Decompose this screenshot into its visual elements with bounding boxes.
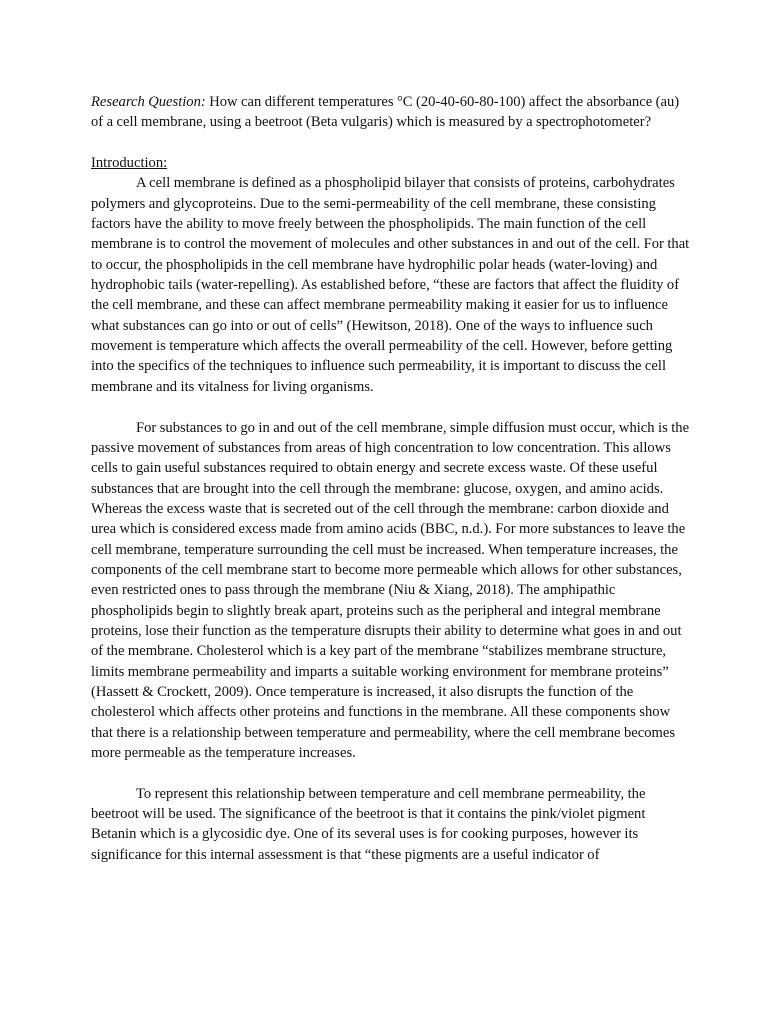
research-question-text: How can different temperatures °C (20-40-60-80-100) affect the absorbance (au) of a cell membrane, using a beetroot (Beta vulgaris) which is measured by a spectrophotometer? [91, 94, 680, 131]
research-question-label: Research Question: [91, 94, 206, 110]
document-page [91, 92, 691, 865]
introduction-heading: Introduction: [91, 155, 168, 172]
paragraph-2: For substances to go in and out of the cell membrane, simple diffusion must occur, which is the passive movement of substances from areas of high concentration to low concentration. This allows cells to gain useful substances required to obtain energy and secrete excess waste. Of these useful substances that are brought into the cell through the membrane: glucose, oxygen, and amino acids. Whereas the excess waste that is secreted out of the cell through the membrane: carbon dioxide and urea which is considered excess made from amino acids (BBC, n.d.). For more substances to leave the cell membrane, temperature surrounding the cell must be increased. When temperature increases, the components of the cell membrane start to become more permeable which allows for other substances, even restricted ones to pass through the membrane (Niu & Xiang, 2018). The amphipathic phospholipids begin to slightly break apart, proteins such as the peripheral and integral membrane proteins, lose their function as the temperature disrupts their ability to determine what goes in and out of the membrane. Cholesterol which is a key part of the membrane “stabilizes membrane structure, limits membrane permeability and imparts a suitable working environment for membrane proteins” (Hassett & Crockett, 2009). Once temperature is increased, it also disrupts the function of the cholesterol which affects other proteins and functions in the membrane. All these components show that there is a relationship between temperature and permeability, where the cell membrane becomes more permeable as the temperature increases. [91, 419, 690, 761]
paragraph-3: To represent this relationship between temperature and cell membrane permeability, the beetroot will be used. The significance of the beetroot is that it contains the pink/violet pigment Betanin which is a glycosidic dye. One of its several uses is for cooking purposes, however its significance for this internal assessment is that “these pigments are a useful indicator of [91, 785, 646, 863]
research-question [91, 92, 691, 133]
paragraph-1: A cell membrane is defined as a phospholipid bilayer that consists of proteins, carbohydrates polymers and glycoproteins. Due to the semi-permeability of the cell membrane, these consisting factors have the ability to move freely between the phospholipids. The main function of the cell membrane is to control the movement of molecules and other substances in and out of the cell. For that to occur, the phospholipids in the cell membrane have hydrophilic polar heads (water-loving) and hydrophobic tails (water-repelling). As established before, “these are factors that affect the fluidity of the cell membrane, and these can affect membrane permeability making it easier for us to influence what substances can go into or out of cells” (Hewitson, 2018). One of the ways to influence such movement is temperature which affects the overall permeability of the cell. However, before getting into the specifics of the techniques to influence such permeability, it is important to discuss the cell membrane and its vitalness for living organisms. [91, 175, 690, 395]
